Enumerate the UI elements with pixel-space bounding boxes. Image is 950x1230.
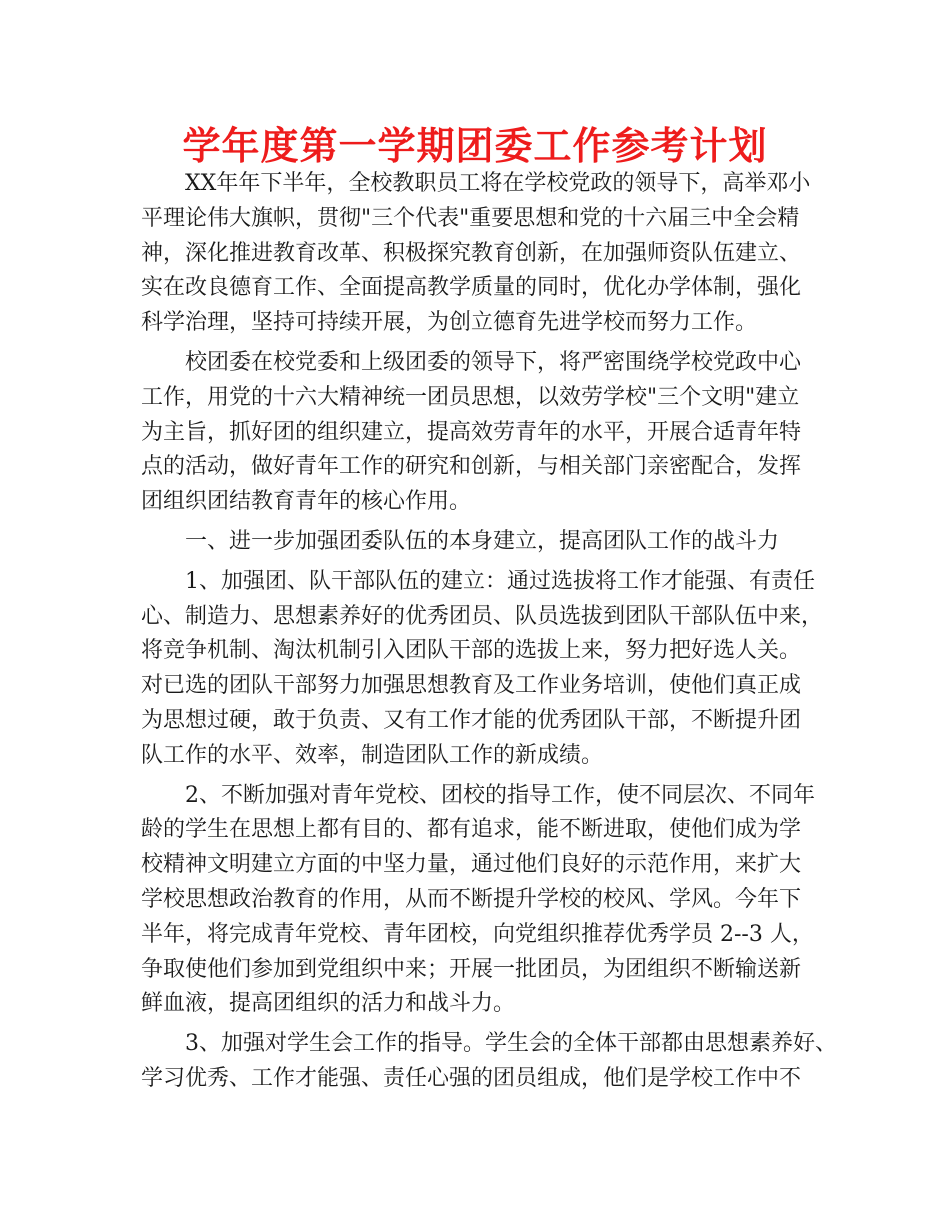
text-line: 学校思想政治教育的作用，从而不断提升学校的校风、学风。今年下 bbox=[141, 886, 802, 912]
text-line: 学习优秀、工作才能强、责任心强的团员组成，他们是学校工作中不 bbox=[141, 1065, 802, 1091]
text-line: 心、制造力、思想素养好的优秀团员、队员选拔到团队干部队伍中来， bbox=[141, 603, 824, 629]
text-line: 将竞争机制、淘汰机制引入团队干部的选拔上来，努力把好选人关。 bbox=[141, 638, 802, 664]
text-line: 科学治理，坚持可持续开展，为创立德育先进学校而努力工作。 bbox=[141, 310, 758, 336]
text-line: 1、加强团、队干部队伍的建立：通过选拔将工作才能强、有责任 bbox=[185, 568, 815, 594]
text-line: 一、进一步加强团委队伍的本身建立，提高团队工作的战斗力 bbox=[185, 528, 780, 554]
text-line: 半年，将完成青年党校、青年团校，向党组织推荐优秀学员 2--3 人， bbox=[141, 921, 814, 947]
text-line: 对已选的团队干部努力加强思想教育及工作业务培训，使他们真正成 bbox=[141, 673, 802, 699]
paragraph-item-1 bbox=[141, 565, 824, 774]
text-line: 校精神文明建立方面的中坚力量，通过他们良好的示范作用，来扩大 bbox=[141, 852, 802, 878]
text-line: 为主旨，抓好团的组织建立，提高效劳青年的水平，开展合适青年特 bbox=[141, 419, 802, 445]
text-line: 神，深化推进教育改革、积极探究教育创新，在加强师资队伍建立、 bbox=[141, 240, 802, 266]
text-line: XX年年下半年，全校教职员工将在学校党政的领导下，高举邓小 bbox=[185, 171, 811, 196]
text-line: 3、加强对学生会工作的指导。学生会的全体干部都由思想素养好、 bbox=[185, 1031, 837, 1057]
section-heading-1 bbox=[141, 525, 813, 560]
text-line: 鲜血液，提高团组织的活力和战斗力。 bbox=[141, 991, 516, 1017]
text-line: 龄的学生在思想上都有目的、都有追求，能不断进取，使他们成为学 bbox=[141, 817, 802, 843]
document-body bbox=[141, 167, 837, 1097]
paragraph-item-3 bbox=[141, 1027, 837, 1097]
text-line: 2、不断加强对青年党校、团校的指导工作，使不同层次、不同年 bbox=[185, 782, 815, 808]
text-line: 队工作的水平、效率，制造团队工作的新成绩。 bbox=[141, 742, 604, 768]
paragraph-item-2 bbox=[141, 779, 813, 1023]
paragraph-league-committee bbox=[141, 346, 813, 520]
paragraph-intro bbox=[141, 167, 813, 341]
text-line: 点的活动，做好青年工作的研究和创新，与相关部门亲密配合，发挥 bbox=[141, 454, 802, 480]
text-line: 校团委在校党委和上级团委的领导下，将严密围绕学校党政中心 bbox=[185, 349, 802, 375]
text-line: 争取使他们参加到党组织中来；开展一批团员，为团组织不断输送新 bbox=[141, 956, 802, 982]
text-line: 工作，用党的十六大精神统一团员思想，以效劳学校"三个文明"建立 bbox=[141, 384, 800, 410]
text-line: 平理论伟大旗帜，贯彻"三个代表"重要思想和党的十六届三中全会精 bbox=[141, 205, 800, 231]
text-line: 为思想过硬，敢于负责、又有工作才能的优秀团队干部，不断提升团 bbox=[141, 707, 802, 733]
text-line: 实在改良德育工作、全面提高教学质量的同时，优化办学体制，强化 bbox=[141, 275, 802, 301]
document-title: 学年度第一学期团委工作参考计划 bbox=[182, 124, 768, 168]
text-line: 团组织团结教育青年的核心作用。 bbox=[141, 489, 472, 515]
